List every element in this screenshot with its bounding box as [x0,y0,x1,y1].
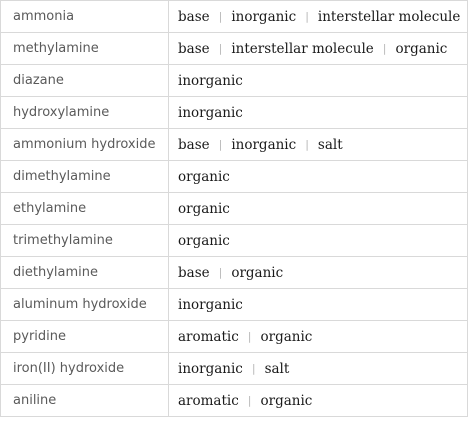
properties-cell [169,161,468,193]
compound-name-cell: aluminum hydroxide [1,289,169,321]
table-row [1,289,468,321]
property-tag: aromatic [178,392,239,409]
properties-cell [169,257,468,289]
property-tag: base [178,264,210,281]
table-row [1,193,468,225]
property-tag: salt [317,136,343,153]
property-separator: | [247,329,252,343]
property-tag: organic [260,328,313,345]
property-separator: | [305,137,309,151]
table-row [1,161,468,193]
property-tag: organic [178,168,230,185]
property-tag: organic [178,200,230,217]
compound-name-cell: diethylamine [1,257,169,289]
property-tag: inorganic [231,136,297,153]
property-tag: interstellar molecule [231,40,374,57]
property-separator: | [218,41,223,55]
table-row [1,33,468,65]
table-row [1,1,468,33]
property-tag: inorganic [231,8,297,25]
property-separator: | [218,137,223,151]
table-row [1,321,468,353]
compound-name-cell: trimethylamine [1,225,169,257]
compound-name-cell: ammonia [1,1,169,33]
properties-cell [169,385,468,417]
properties-cell [169,289,468,321]
compound-name-cell: hydroxylamine [1,97,169,129]
property-tag: base [178,40,210,57]
properties-cell [169,1,468,33]
property-tag: organic [231,264,284,281]
table-row [1,225,468,257]
properties-cell [169,97,468,129]
property-tag: organic [395,40,448,57]
table-row [1,129,468,161]
compound-name-cell: ammonium hydroxide [1,129,169,161]
compound-name-cell: methylamine [1,33,169,65]
table-row [1,385,468,417]
property-separator: | [305,9,309,23]
property-tag: inorganic [178,72,243,89]
properties-cell [169,193,468,225]
property-separator: | [218,9,223,23]
property-tag: interstellar molecule [317,8,461,25]
property-separator: | [251,361,256,375]
compound-name-cell: iron(II) hydroxide [1,353,169,385]
table-row [1,65,468,97]
compound-name-cell: pyridine [1,321,169,353]
properties-cell [169,33,468,65]
property-tag: salt [264,360,290,377]
table-row [1,353,468,385]
table-row [1,257,468,289]
compound-name-cell: dimethylamine [1,161,169,193]
properties-cell [169,353,468,385]
property-tag: aromatic [178,328,239,345]
property-tag: inorganic [178,296,243,313]
compound-name-cell: diazane [1,65,169,97]
property-separator: | [247,393,252,407]
property-tag: organic [178,232,230,249]
compound-name-cell: aniline [1,385,169,417]
properties-cell [169,321,468,353]
table-body [1,1,468,417]
property-tag: base [178,8,210,25]
table-row [1,97,468,129]
property-tag: inorganic [178,360,243,377]
properties-cell [169,129,468,161]
property-separator: | [218,265,223,279]
property-tag: base [178,136,210,153]
compound-name-cell: ethylamine [1,193,169,225]
property-tag: organic [260,392,313,409]
properties-cell [169,65,468,97]
properties-cell [169,225,468,257]
property-tag: inorganic [178,104,243,121]
property-separator: | [382,41,387,55]
